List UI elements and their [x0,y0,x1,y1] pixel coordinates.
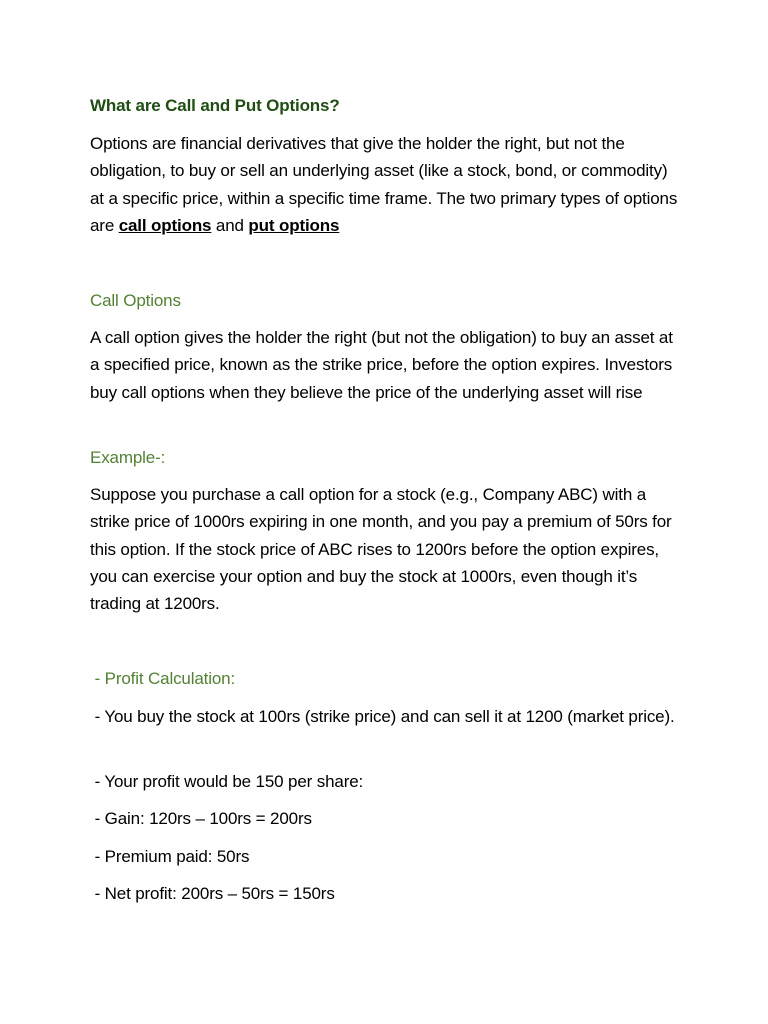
profit-line: - Gain: 120rs – 100rs = 200rs [90,809,312,828]
term-put-options: put options [248,215,340,235]
profit-line: - Your profit would be 150 per share: [90,772,364,791]
page-title: What are Call and Put Options? [90,96,340,115]
term-call-options: call options [118,215,212,235]
profit-line: - You buy the stock at 100rs (strike price) and can sell it at 1200 (market price). [90,707,675,726]
example-heading: Example-: [90,448,166,467]
intro-text: Options are financial derivatives that give the holder the right, but not the obligation, to buy or sell an underlying asset (like a stock, bond, or commodity) at a specific price, within a specific time frame. The two primary types of options are [90,134,678,235]
example-paragraph: Suppose you purchase a call option for a stock (e.g., Company ABC) with a strike price of 1000rs expiring in one month, and you pay a premium of 50rs for this option. If the stock price of ABC rises to 1200rs before the option expires, you can exercise your option and buy the stock at 1000rs, even though it’s trading at 1200rs. [90,485,672,614]
call-options-paragraph: A call option gives the holder the right (but not the obligation) to buy an asset at a specified price, known as the strike price, before the option expires. Investors buy call options when they believe the price of the underlying asset will rise [90,328,673,402]
call-options-heading: Call Options [90,291,181,310]
intro-joiner: and [211,215,249,235]
profit-line: - Premium paid: 50rs [90,847,250,866]
profit-line: - Net profit: 200rs – 50rs = 150rs [90,884,335,903]
document-page [90,0,690,1024]
profit-calculation-heading: - Profit Calculation: [90,669,236,688]
intro-paragraph [90,130,682,239]
